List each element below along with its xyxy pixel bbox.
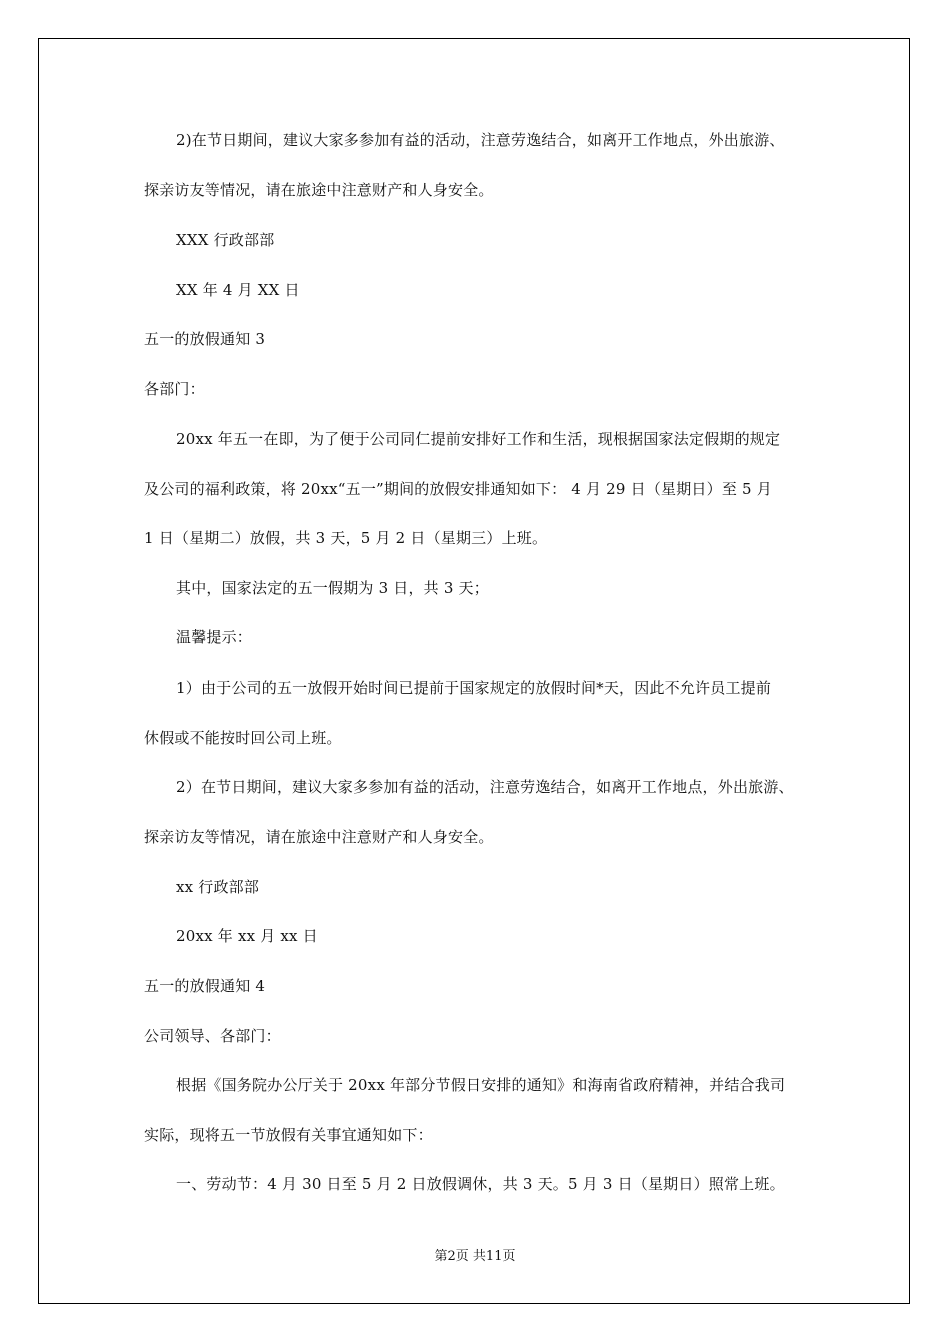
paragraph-line: 及公司的福利政策，将 20xx“五一”期间的放假安排通知如下： 4 月 29 日（星期日）至 5 月 [144, 480, 772, 498]
signature-department: XXX 行政部部 [176, 231, 275, 249]
section-title: 五一的放假通知 3 [144, 330, 266, 348]
signature-date: 20xx 年 xx 月 xx 日 [176, 927, 318, 945]
paragraph-line: 2)在节日期间，建议大家多参加有益的活动，注意劳逸结合，如离开工作地点，外出旅游、 [176, 131, 785, 149]
section-title: 五一的放假通知 4 [144, 977, 266, 995]
paragraph-line: 实际，现将五一节放假有关事宜通知如下： [144, 1126, 433, 1144]
paragraph-line: 1 日（星期二）放假，共 3 天，5 月 2 日（星期三）上班。 [144, 529, 548, 547]
tips-heading: 温馨提示： [176, 628, 253, 646]
page-number: 第2页 共11页 [434, 1249, 516, 1264]
page-border [38, 38, 910, 1304]
paragraph-line: 其中，国家法定的五一假期为 3 日，共 3 天； [176, 579, 489, 597]
signature-date: XX 年 4 月 XX 日 [176, 281, 300, 299]
salutation: 公司领导、各部门： [144, 1027, 281, 1045]
paragraph-line: 休假或不能按时回公司上班。 [144, 729, 342, 747]
signature-department: xx 行政部部 [176, 878, 260, 896]
paragraph-line: 探亲访友等情况，请在旅途中注意财产和人身安全。 [144, 181, 494, 199]
paragraph-line: 1）由于公司的五一放假开始时间已提前于国家规定的放假时间*天，因此不允许员工提前 [176, 679, 772, 697]
paragraph-line: 2）在节日期间，建议大家多参加有益的活动，注意劳逸结合，如离开工作地点，外出旅游、 [176, 778, 794, 796]
salutation: 各部门： [144, 380, 205, 398]
paragraph-line: 一、劳动节：4 月 30 日至 5 月 2 日放假调休，共 3 天。5 月 3 日（星期日）照常上班。 [176, 1175, 785, 1193]
paragraph-line: 20xx 年五一在即，为了便于公司同仁提前安排好工作和生活，现根据国家法定假期的规定 [176, 430, 781, 448]
paragraph-line: 根据《国务院办公厅关于 20xx 年部分节假日安排的通知》和海南省政府精神，并结合我司 [176, 1076, 786, 1094]
paragraph-line: 探亲访友等情况，请在旅途中注意财产和人身安全。 [144, 828, 494, 846]
